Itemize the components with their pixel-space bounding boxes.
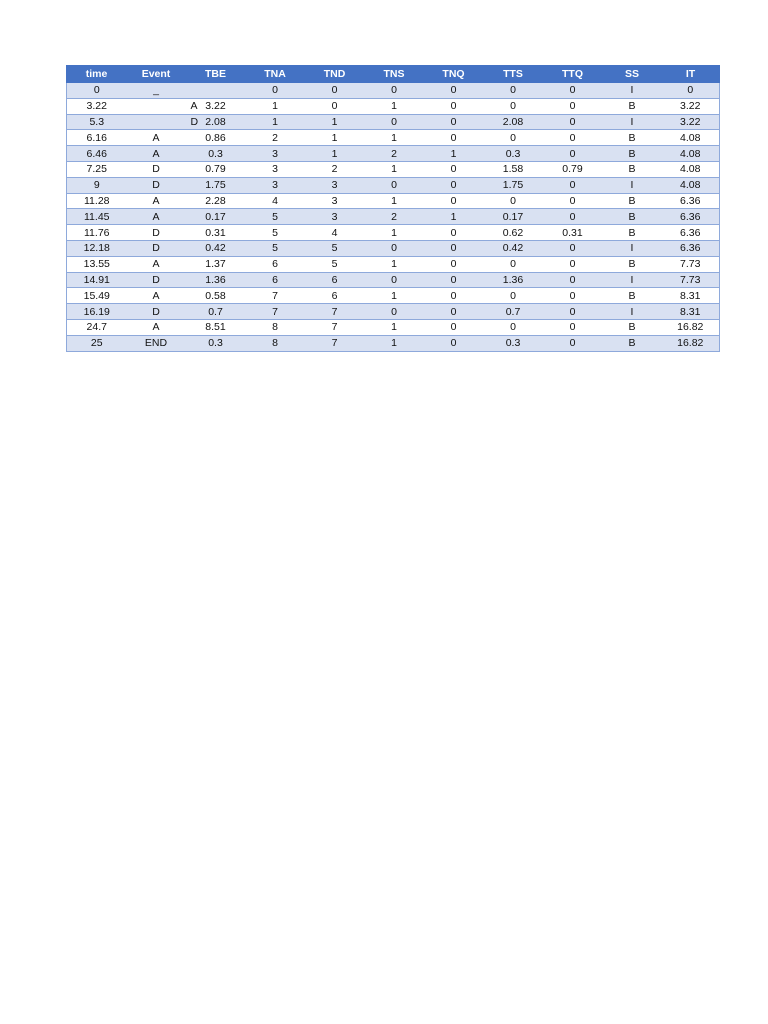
cell-event: A	[127, 130, 186, 146]
column-header-ss: SS	[603, 66, 662, 83]
cell-tna: 1	[246, 114, 305, 130]
cell-tnq: 0	[424, 98, 484, 114]
cell-time: 11.45	[67, 209, 127, 225]
cell-tna: 8	[246, 319, 305, 335]
cell-tnd: 1	[305, 114, 365, 130]
cell-tnd: 7	[305, 335, 365, 351]
cell-tnd: 1	[305, 130, 365, 146]
cell-tts: 0	[484, 288, 543, 304]
cell-event: D	[127, 304, 186, 320]
cell-tnq: 0	[424, 177, 484, 193]
cell-ss: B	[603, 319, 662, 335]
cell-tns: 1	[365, 288, 424, 304]
cell-tnq: 0	[424, 193, 484, 209]
cell-tbe: 0.86	[186, 130, 246, 146]
cell-ss: B	[603, 335, 662, 351]
column-header-event: Event	[127, 66, 186, 83]
cell-tnd: 3	[305, 177, 365, 193]
cell-tnd: 5	[305, 256, 365, 272]
cell-time: 0	[67, 83, 127, 99]
cell-tnd: 0	[305, 83, 365, 99]
cell-tts: 2.08	[484, 114, 543, 130]
cell-tbe: 2.28	[186, 193, 246, 209]
cell-it: 3.22	[662, 114, 720, 130]
table-row	[67, 335, 720, 351]
cell-ss: I	[603, 83, 662, 99]
cell-tnq: 0	[424, 288, 484, 304]
cell-tbe: 0.58	[186, 288, 246, 304]
cell-ss: I	[603, 177, 662, 193]
cell-time: 7.25	[67, 161, 127, 177]
table-row	[67, 161, 720, 177]
cell-it: 4.08	[662, 146, 720, 162]
cell-tnd: 6	[305, 272, 365, 288]
cell-tnq: 0	[424, 225, 484, 241]
table-row	[67, 256, 720, 272]
cell-time: 9	[67, 177, 127, 193]
cell-tns: 1	[365, 130, 424, 146]
cell-it: 7.73	[662, 272, 720, 288]
cell-tnd: 2	[305, 161, 365, 177]
cell-ss: B	[603, 193, 662, 209]
cell-tns: 2	[365, 146, 424, 162]
cell-tts: 1.58	[484, 161, 543, 177]
table-row	[67, 319, 720, 335]
cell-tna: 4	[246, 193, 305, 209]
cell-tbe: 8.51	[186, 319, 246, 335]
cell-tnq: 0	[424, 83, 484, 99]
cell-tnq: 0	[424, 256, 484, 272]
cell-it: 7.73	[662, 256, 720, 272]
cell-tnd: 0	[305, 98, 365, 114]
cell-tns: 2	[365, 209, 424, 225]
cell-tns: 1	[365, 225, 424, 241]
cell-it: 3.22	[662, 98, 720, 114]
cell-time: 25	[67, 335, 127, 351]
cell-tnq: 0	[424, 161, 484, 177]
cell-time: 6.16	[67, 130, 127, 146]
cell-it: 8.31	[662, 304, 720, 320]
table-row	[67, 272, 720, 288]
table-row	[67, 304, 720, 320]
cell-ss: B	[603, 146, 662, 162]
table-row	[67, 83, 720, 99]
cell-tns: 0	[365, 177, 424, 193]
column-header-time: time	[67, 66, 127, 83]
cell-tbe: 0.7	[186, 304, 246, 320]
table-row	[67, 114, 720, 130]
table-header-row	[67, 66, 720, 83]
cell-tnq: 0	[424, 272, 484, 288]
cell-tnq: 0	[424, 130, 484, 146]
table-row	[67, 225, 720, 241]
cell-tts: 0.3	[484, 335, 543, 351]
cell-tnq: 1	[424, 146, 484, 162]
cell-tna: 8	[246, 335, 305, 351]
cell-tnd: 7	[305, 304, 365, 320]
cell-tnd: 1	[305, 146, 365, 162]
cell-tnq: 0	[424, 319, 484, 335]
cell-ttq: 0	[543, 114, 603, 130]
cell-event: A	[127, 256, 186, 272]
cell-tbe: 0.42	[186, 240, 246, 256]
cell-tna: 5	[246, 240, 305, 256]
cell-tts: 0	[484, 83, 543, 99]
cell-tns: 0	[365, 83, 424, 99]
cell-ss: I	[603, 304, 662, 320]
cell-event: A	[127, 146, 186, 162]
cell-tts: 0	[484, 130, 543, 146]
cell-ss: B	[603, 209, 662, 225]
cell-tns: 1	[365, 319, 424, 335]
cell-time: 16.19	[67, 304, 127, 320]
cell-tns: 1	[365, 161, 424, 177]
cell-ttq: 0	[543, 177, 603, 193]
cell-tna: 6	[246, 272, 305, 288]
cell-ss: B	[603, 225, 662, 241]
cell-ttq: 0	[543, 272, 603, 288]
cell-time: 5.3	[67, 114, 127, 130]
cell-ttq: 0	[543, 335, 603, 351]
cell-event: D	[127, 225, 186, 241]
cell-event: A	[127, 319, 186, 335]
cell-ttq: 0	[543, 146, 603, 162]
cell-tnd: 6	[305, 288, 365, 304]
cell-tbe: 0.3	[186, 146, 246, 162]
cell-it: 4.08	[662, 177, 720, 193]
cell-ttq: 0	[543, 319, 603, 335]
cell-ttq: 0	[543, 83, 603, 99]
cell-event: D	[127, 272, 186, 288]
cell-event: A	[127, 288, 186, 304]
cell-event: D	[127, 177, 186, 193]
table-row	[67, 98, 720, 114]
cell-it: 6.36	[662, 193, 720, 209]
column-header-tnd: TND	[305, 66, 365, 83]
table-body	[67, 83, 720, 352]
table-row	[67, 193, 720, 209]
cell-tns: 0	[365, 114, 424, 130]
cell-it: 6.36	[662, 209, 720, 225]
cell-tbe: 0.79	[186, 161, 246, 177]
cell-it: 16.82	[662, 319, 720, 335]
cell-tna: 3	[246, 161, 305, 177]
cell-tts: 0	[484, 319, 543, 335]
cell-tna: 5	[246, 225, 305, 241]
cell-it: 6.36	[662, 240, 720, 256]
cell-it: 0	[662, 83, 720, 99]
cell-ttq: 0	[543, 193, 603, 209]
cell-tns: 1	[365, 335, 424, 351]
cell-tts: 0.62	[484, 225, 543, 241]
cell-tnd: 7	[305, 319, 365, 335]
column-header-tna: TNA	[246, 66, 305, 83]
cell-event: A	[127, 209, 186, 225]
cell-tns: 0	[365, 304, 424, 320]
cell-tns: 0	[365, 240, 424, 256]
cell-ttq: 0	[543, 98, 603, 114]
column-header-tnq: TNQ	[424, 66, 484, 83]
cell-tts: 0	[484, 193, 543, 209]
cell-tts: 1.36	[484, 272, 543, 288]
table-row	[67, 177, 720, 193]
cell-tna: 2	[246, 130, 305, 146]
cell-tnq: 0	[424, 240, 484, 256]
table-row	[67, 130, 720, 146]
cell-ss: I	[603, 240, 662, 256]
column-header-ttq: TTQ	[543, 66, 603, 83]
cell-tts: 0.42	[484, 240, 543, 256]
cell-ttq: 0	[543, 130, 603, 146]
cell-ss: B	[603, 256, 662, 272]
cell-time: 11.28	[67, 193, 127, 209]
cell-time: 11.76	[67, 225, 127, 241]
cell-tbe: 1.75	[186, 177, 246, 193]
cell-tbe: 0.3	[186, 335, 246, 351]
cell-time: 14.91	[67, 272, 127, 288]
cell-tnd: 5	[305, 240, 365, 256]
cell-tna: 3	[246, 146, 305, 162]
cell-event: _	[127, 83, 186, 99]
cell-ttq: 0.31	[543, 225, 603, 241]
cell-event: A	[127, 193, 186, 209]
cell-tns: 1	[365, 256, 424, 272]
cell-tts: 1.75	[484, 177, 543, 193]
cell-event: D	[127, 161, 186, 177]
table-row	[67, 288, 720, 304]
cell-tts: 0	[484, 256, 543, 272]
cell-event: END	[127, 335, 186, 351]
column-header-tns: TNS	[365, 66, 424, 83]
cell-tbe: 2.08	[186, 114, 246, 130]
cell-ttq: 0	[543, 288, 603, 304]
cell-tnq: 0	[424, 335, 484, 351]
cell-it: 4.08	[662, 130, 720, 146]
cell-tns: 1	[365, 193, 424, 209]
cell-tts: 0.7	[484, 304, 543, 320]
cell-time: 6.46	[67, 146, 127, 162]
cell-tna: 5	[246, 209, 305, 225]
cell-ss: B	[603, 161, 662, 177]
cell-ss: I	[603, 272, 662, 288]
table-row	[67, 240, 720, 256]
cell-tns: 0	[365, 272, 424, 288]
cell-tnq: 0	[424, 114, 484, 130]
simulation-table	[66, 65, 720, 352]
cell-tts: 0	[484, 98, 543, 114]
cell-event: A	[127, 98, 186, 114]
cell-time: 13.55	[67, 256, 127, 272]
cell-ttq: 0	[543, 256, 603, 272]
column-header-it: IT	[662, 66, 720, 83]
cell-it: 8.31	[662, 288, 720, 304]
cell-tnd: 4	[305, 225, 365, 241]
cell-tnd: 3	[305, 193, 365, 209]
cell-tna: 0	[246, 83, 305, 99]
cell-tns: 1	[365, 98, 424, 114]
cell-ss: B	[603, 130, 662, 146]
cell-tnq: 1	[424, 209, 484, 225]
cell-event: D	[127, 114, 186, 130]
cell-it: 16.82	[662, 335, 720, 351]
table-row	[67, 209, 720, 225]
cell-ttq: 0	[543, 209, 603, 225]
cell-tnq: 0	[424, 304, 484, 320]
cell-tbe	[186, 83, 246, 99]
cell-ss: B	[603, 288, 662, 304]
cell-tbe: 0.31	[186, 225, 246, 241]
cell-ttq: 0	[543, 240, 603, 256]
cell-ttq: 0	[543, 304, 603, 320]
cell-tna: 1	[246, 98, 305, 114]
cell-tna: 7	[246, 304, 305, 320]
cell-tts: 0.3	[484, 146, 543, 162]
cell-tbe: 1.36	[186, 272, 246, 288]
cell-ttq: 0.79	[543, 161, 603, 177]
cell-ss: I	[603, 114, 662, 130]
table-row	[67, 146, 720, 162]
cell-event: D	[127, 240, 186, 256]
cell-it: 6.36	[662, 225, 720, 241]
column-header-tts: TTS	[484, 66, 543, 83]
column-header-tbe: TBE	[186, 66, 246, 83]
cell-time: 3.22	[67, 98, 127, 114]
cell-it: 4.08	[662, 161, 720, 177]
cell-time: 15.49	[67, 288, 127, 304]
cell-tbe: 0.17	[186, 209, 246, 225]
cell-tna: 7	[246, 288, 305, 304]
cell-time: 12.18	[67, 240, 127, 256]
cell-tnd: 3	[305, 209, 365, 225]
cell-tts: 0.17	[484, 209, 543, 225]
cell-tna: 6	[246, 256, 305, 272]
cell-tbe: 3.22	[186, 98, 246, 114]
cell-ss: B	[603, 98, 662, 114]
cell-tbe: 1.37	[186, 256, 246, 272]
cell-time: 24.7	[67, 319, 127, 335]
cell-tna: 3	[246, 177, 305, 193]
